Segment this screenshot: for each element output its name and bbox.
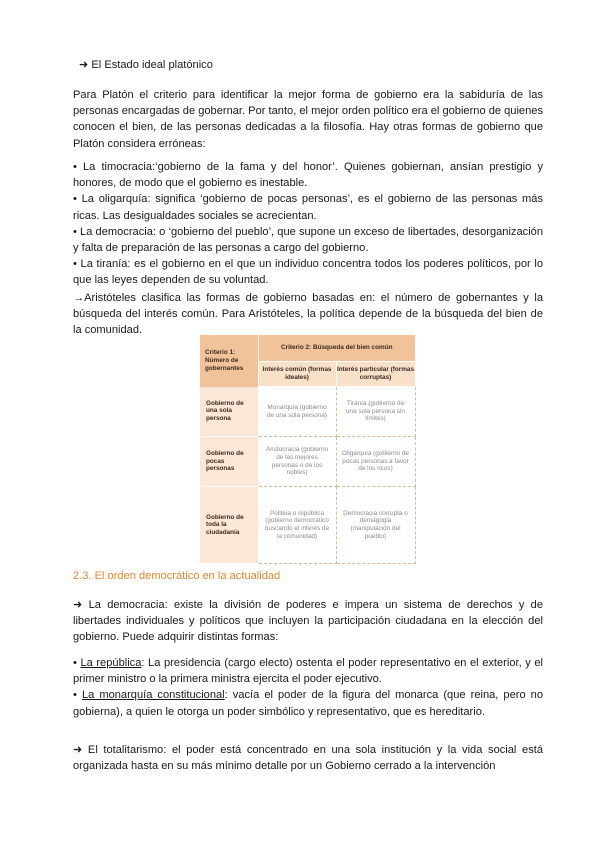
row-label-toda-ciudadania: Gobierno de toda la ciudadanía [200, 487, 258, 564]
platon-paragraph: Para Platón el criterio para identificar la mejor forma de gobierno era la sabiduría de las personas encargadas de gobernar. Por tanto, el mejor orden político era el gobierno de quienes conocen el bien, de las personas dedicadas a la filosofía. Hay otras formas de gobierno que Platón considera erróneas: [73, 89, 543, 150]
aristoteles-paragraph: →Aristóteles clasifica las formas de gobierno basadas en: el número de gobernantes y la búsqueda del interés común. Para Aristóteles, la política depende de la búsqueda del bien de la comunidad. [73, 292, 543, 337]
formas-gobierno-table [200, 335, 416, 564]
totalitarismo-paragraph: ➜ El totalitarismo: el poder está concentrado en una sola institución y la vida social está organizada hasta en su más mínimo detalle por un Gobierno cerrado a la intervención [73, 744, 543, 773]
list-item-monarquia-constitucional [73, 687, 543, 719]
row-label-pocas-personas: Gobierno de pocas personas [200, 437, 258, 487]
term-republica: La república [80, 657, 142, 669]
section-heading-2-3: 2.3. El orden democrático en la actualidad [73, 570, 281, 582]
forms-list [73, 655, 543, 720]
ideal-forms-header: Interés común (formas ideales) [258, 362, 336, 387]
criterio1-header: Criterio 1: Número de gobernantes [200, 335, 258, 387]
heading-estado-ideal [79, 57, 213, 73]
cell-demagogia: Democracia corrupta o demagogia (manipulación del pueblo) [336, 487, 415, 564]
erroneous-forms-list [73, 159, 543, 289]
list-item-democracia: • La democracia: o ‘gobierno del pueblo’, que supone un exceso de libertades, desorganización y falta de preparación de las personas a cargo del gobierno. [73, 225, 543, 255]
cell-monarquia: Monarquía (gobierno de una sola persona) [258, 387, 336, 437]
arrow-icon: ➜ [79, 59, 89, 71]
democracia-paragraph: ➜ La democracia: existe la división de poderes e impera un sistema de derechos y de libertades individuales y políticos que incluyen la participación ciudadana en la elección del gobierno. Puede adquirir distintas formas: [73, 599, 543, 644]
list-item-tirania: • La tiranía: es el gobierno en el que un individuo concentra todos los poderes políticos, por lo que las leyes dependen de su voluntad. [73, 258, 543, 287]
criterio2-header: Criterio 2: Búsqueda del bien común [258, 335, 415, 362]
heading-text: El Estado ideal platónico [91, 59, 213, 71]
list-item-republica [73, 655, 543, 687]
term-monarquia-constitucional: La monarquía constitucional [81, 689, 225, 702]
bullet: • [73, 657, 81, 669]
cell-tirania: Tiranía (gobierno de una sola persona sin límites) [336, 387, 415, 437]
cell-politeia: Politeia o república (gobierno democrático buscando el interés de la comunidad) [258, 487, 336, 564]
cell-aristocracia: Aristocracia (gobierno de las mejores personas o de los nobles) [258, 437, 336, 487]
republica-text: : La presidencia (cargo electo) ostenta el poder representativo en el exterior, y el primer ministro o la primera ministra ejercita el poder ejecutivo. [73, 657, 543, 686]
monarquia-text: : vacía el poder de la figura del monarca (que reina, pero no gobierna), a quien le otorga un poder simbólico y representativo, que es hereditario. [73, 689, 544, 718]
bullet: • [73, 689, 82, 702]
cell-oligarquia: Oligarquía (gobierno de pocas personas a favor de los ricos) [336, 437, 415, 487]
list-item-oligarquia: • La oligarquía: significa ‘gobierno de pocas personas’, es el gobierno de las personas más ricas. Las desigualdades sociales se acrecientan. [73, 193, 543, 222]
list-item-timocracia: • La timocracia:‘gobierno de la fama y del honor’. Quienes gobiernan, ansían prestigio y honores, de modo que el gobierno es inestable. [73, 161, 543, 190]
corrupt-forms-header: Interés particular (formas corruptas) [336, 362, 415, 387]
row-label-una-persona: Gobierno de una sola persona [200, 387, 258, 437]
